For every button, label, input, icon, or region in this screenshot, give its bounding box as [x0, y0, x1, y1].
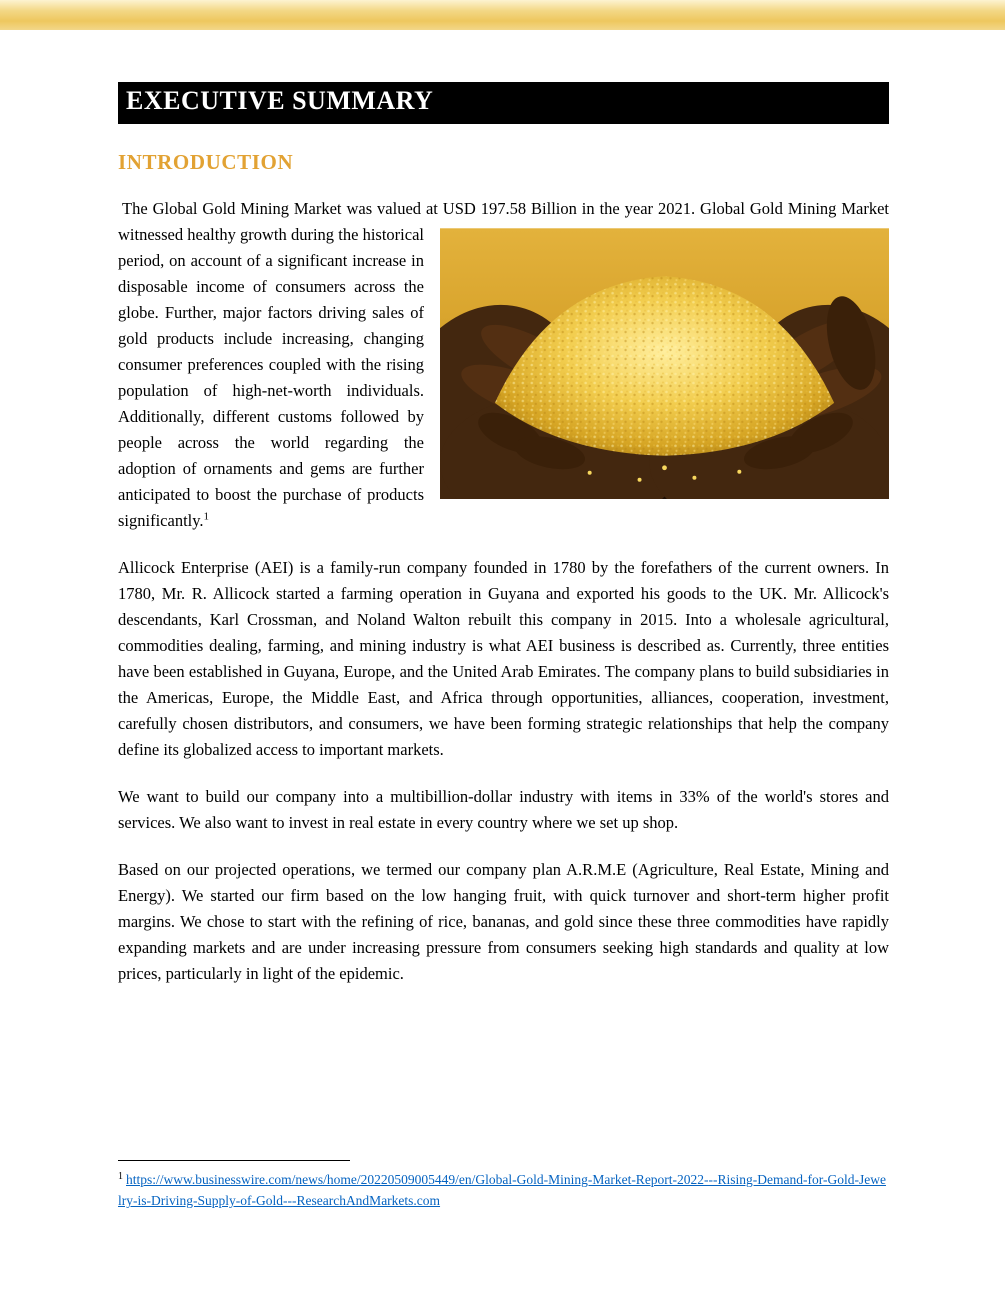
intro-paragraph-body: Mining Market witnessed healthy growth during the historical period, on account of a significant increase in disposable income of consumers across the globe. Further, major factors driving sales of gold products include increasing, changing consumer preferences coupled with the rising population of high-net-worth individuals. Additionally, different customs followed by people across the world regarding the adoption of ornaments and gems are further anticipated to boost the purchase of products significantly.	[118, 199, 889, 530]
top-gold-band	[0, 0, 1005, 30]
intro-paragraph	[118, 196, 889, 534]
footnote-link[interactable]: https://www.businesswire.com/news/home/20220509005449/en/Global-Gold-Mining-Market-Report-2022---Rising-Demand-for-Gold-Jewelry-is-Driving-Supply-of-Gold---ResearchAndMarkets.com	[118, 1172, 886, 1208]
gold-hands-illustration	[440, 228, 889, 499]
header-title: EXECUTIVE SUMMARY	[126, 86, 434, 115]
footnote-number: 1	[118, 1170, 123, 1182]
footnote-separator	[118, 1160, 350, 1161]
footnote-reference-marker: 1	[203, 510, 210, 523]
intro-paragraph-lead: The Global Gold Mining Market was valued at USD 197.58 Billion in the year 2021. Global Gold	[122, 199, 788, 218]
gold-hands-photo	[440, 228, 889, 499]
vision-paragraph: We want to build our company into a multibillion-dollar industry with items in 33% of the world's stores and services. We also want to invest in real estate in every country where we set up shop.	[118, 787, 889, 832]
footnote-section	[118, 1160, 889, 1211]
arme-plan-paragraph: Based on our projected operations, we termed our company plan A.R.M.E (Agriculture, Real Estate, Mining and Energy). We started our firm based on the low hanging fruit, with quick turnover and short-term higher profit margins. We chose to start with the refining of rice, bananas, and gold since these three commodities have rapidly expanding markets and are under increasing pressure from consumers seeking high standards and quality at low prices, particularly in light of the epidemic.	[118, 860, 889, 983]
company-overview-paragraph: Allicock Enterprise (AEI) is a family-run company founded in 1780 by the forefathers of the current owners. In 1780, Mr. R. Allicock started a farming operation in Guyana and exported his goods to the UK. Mr. Allicock's descendants, Karl Crossman, and Noland Walton rebuilt this company in 2015. Into a wholesale agricultural, commodities dealing, farming, and mining industry is what AEI business is described as. Currently, three entities have been established in Guyana, Europe, and the United Arab Emirates. The company plans to build subsidiaries in the Americas, Europe, the Middle East, and Africa through opportunities, alliances, cooperation, investment, carefully chosen distributors, and consumers, we have been forming strategic relationships that help the company define its globalized access to important markets.	[118, 558, 889, 759]
executive-summary-header	[118, 82, 889, 124]
introduction-heading: INTRODUCTION	[118, 150, 294, 174]
page-content	[118, 82, 889, 987]
